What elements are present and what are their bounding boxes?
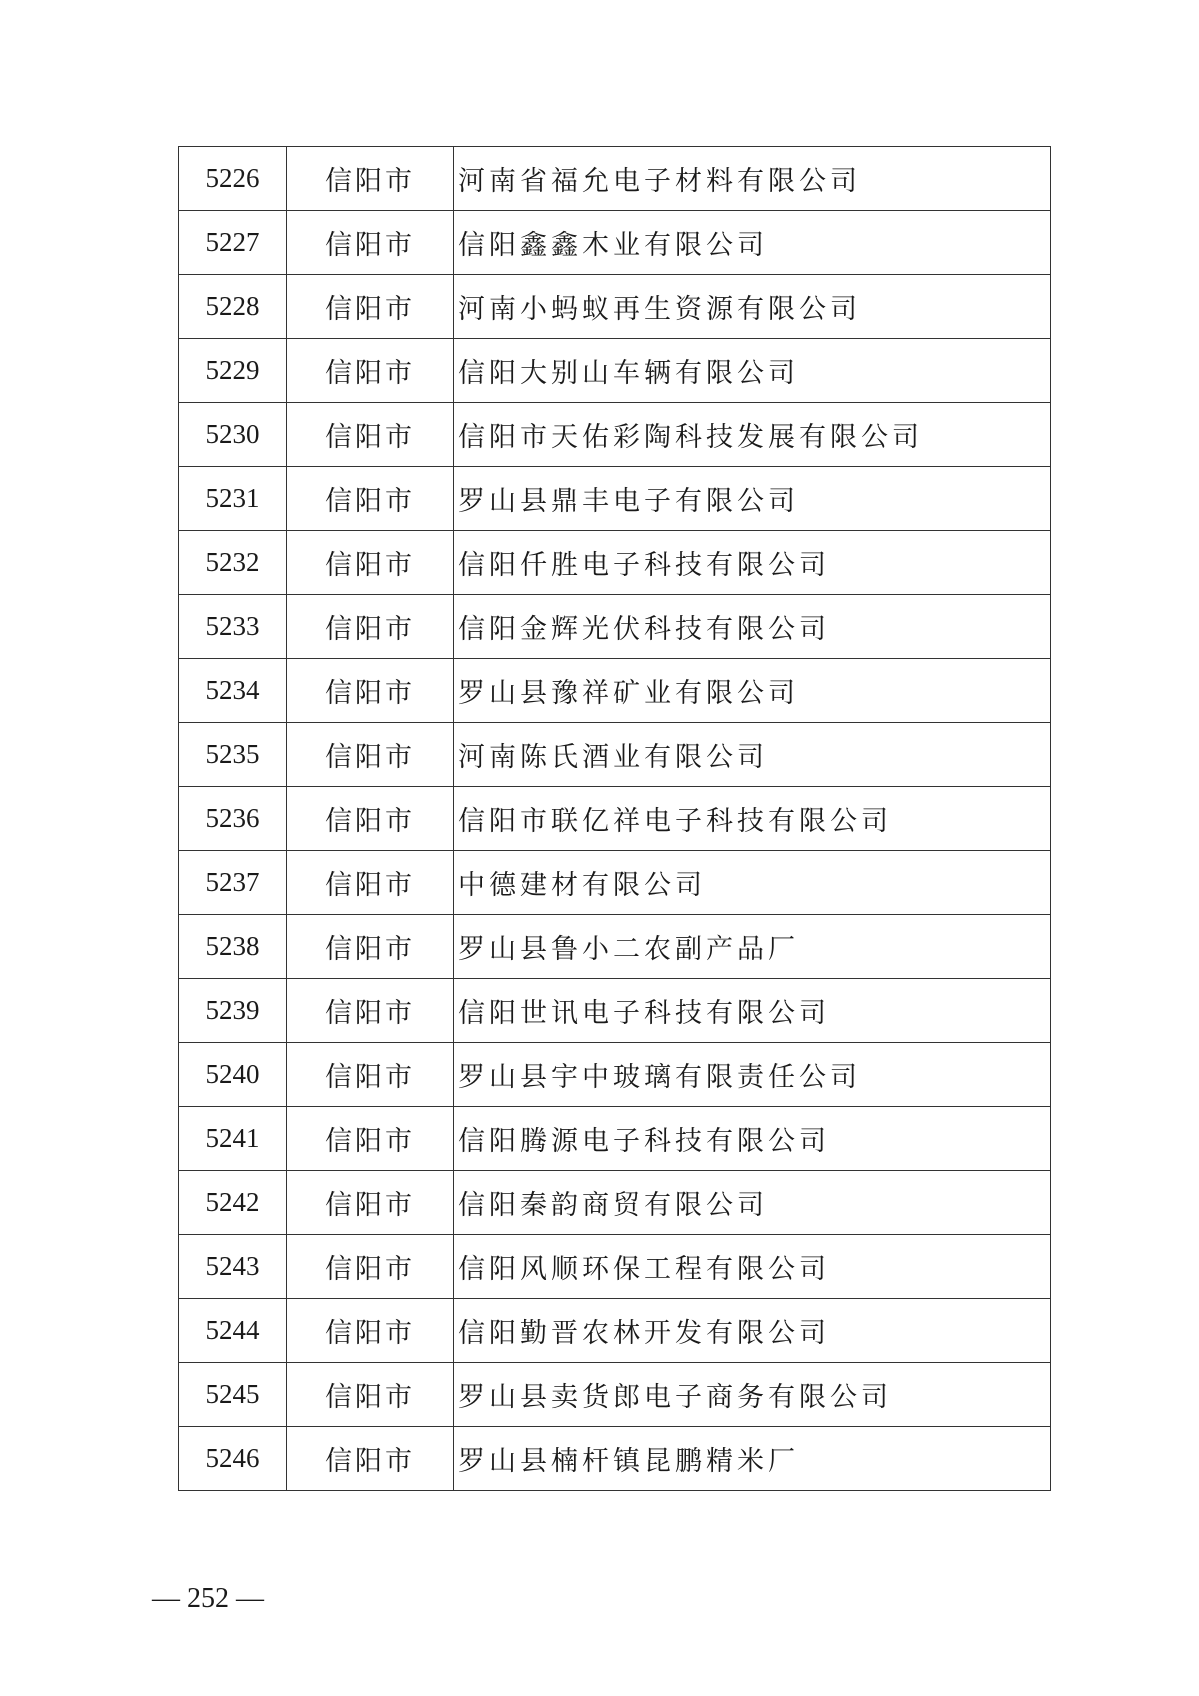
company-name-cell: 信阳勤晋农林开发有限公司 [454, 1299, 1051, 1363]
row-number-cell: 5228 [179, 275, 287, 339]
table-row [179, 147, 1051, 211]
company-name-cell: 信阳秦韵商贸有限公司 [454, 1171, 1051, 1235]
row-number-cell: 5246 [179, 1427, 287, 1491]
company-name-cell: 信阳腾源电子科技有限公司 [454, 1107, 1051, 1171]
table-row [179, 1363, 1051, 1427]
company-name-cell: 罗山县豫祥矿业有限公司 [454, 659, 1051, 723]
row-number-cell: 5232 [179, 531, 287, 595]
city-cell: 信阳市 [287, 339, 454, 403]
table-row [179, 723, 1051, 787]
row-number-cell: 5234 [179, 659, 287, 723]
company-list-table [178, 146, 1051, 1491]
company-name-cell: 罗山县卖货郎电子商务有限公司 [454, 1363, 1051, 1427]
row-number-cell: 5241 [179, 1107, 287, 1171]
table-row [179, 915, 1051, 979]
company-name-cell: 罗山县宇中玻璃有限责任公司 [454, 1043, 1051, 1107]
city-cell: 信阳市 [287, 1235, 454, 1299]
city-cell: 信阳市 [287, 1299, 454, 1363]
row-number-cell: 5238 [179, 915, 287, 979]
city-cell: 信阳市 [287, 403, 454, 467]
city-cell: 信阳市 [287, 723, 454, 787]
table-row [179, 1427, 1051, 1491]
company-name-cell: 中德建材有限公司 [454, 851, 1051, 915]
company-name-cell: 河南小蚂蚁再生资源有限公司 [454, 275, 1051, 339]
table-row [179, 467, 1051, 531]
row-number-cell: 5226 [179, 147, 287, 211]
company-name-cell: 罗山县鲁小二农副产品厂 [454, 915, 1051, 979]
table-row [179, 787, 1051, 851]
row-number-cell: 5244 [179, 1299, 287, 1363]
city-cell: 信阳市 [287, 1363, 454, 1427]
row-number-cell: 5233 [179, 595, 287, 659]
city-cell: 信阳市 [287, 979, 454, 1043]
city-cell: 信阳市 [287, 1171, 454, 1235]
table-row [179, 403, 1051, 467]
company-name-cell: 河南省福允电子材料有限公司 [454, 147, 1051, 211]
table-row [179, 659, 1051, 723]
city-cell: 信阳市 [287, 851, 454, 915]
table-row [179, 275, 1051, 339]
company-name-cell: 信阳世讯电子科技有限公司 [454, 979, 1051, 1043]
table-row [179, 531, 1051, 595]
row-number-cell: 5239 [179, 979, 287, 1043]
row-number-cell: 5235 [179, 723, 287, 787]
row-number-cell: 5231 [179, 467, 287, 531]
city-cell: 信阳市 [287, 275, 454, 339]
row-number-cell: 5230 [179, 403, 287, 467]
row-number-cell: 5242 [179, 1171, 287, 1235]
table-row [179, 851, 1051, 915]
city-cell: 信阳市 [287, 1427, 454, 1491]
table-row [179, 1299, 1051, 1363]
company-name-cell: 信阳仟胜电子科技有限公司 [454, 531, 1051, 595]
city-cell: 信阳市 [287, 915, 454, 979]
company-name-cell: 信阳鑫鑫木业有限公司 [454, 211, 1051, 275]
city-cell: 信阳市 [287, 787, 454, 851]
city-cell: 信阳市 [287, 1107, 454, 1171]
table-row [179, 1171, 1051, 1235]
company-name-cell: 罗山县鼎丰电子有限公司 [454, 467, 1051, 531]
row-number-cell: 5243 [179, 1235, 287, 1299]
row-number-cell: 5240 [179, 1043, 287, 1107]
company-name-cell: 河南陈氏酒业有限公司 [454, 723, 1051, 787]
row-number-cell: 5245 [179, 1363, 287, 1427]
table-row [179, 1043, 1051, 1107]
table-body [179, 147, 1051, 1491]
city-cell: 信阳市 [287, 147, 454, 211]
row-number-cell: 5229 [179, 339, 287, 403]
table-row [179, 1107, 1051, 1171]
page-number: — 252 — [152, 1583, 264, 1614]
table-row [179, 211, 1051, 275]
city-cell: 信阳市 [287, 1043, 454, 1107]
city-cell: 信阳市 [287, 211, 454, 275]
row-number-cell: 5236 [179, 787, 287, 851]
city-cell: 信阳市 [287, 531, 454, 595]
table-row [179, 339, 1051, 403]
company-name-cell: 信阳风顺环保工程有限公司 [454, 1235, 1051, 1299]
company-name-cell: 罗山县楠杆镇昆鹏精米厂 [454, 1427, 1051, 1491]
table-row [179, 979, 1051, 1043]
row-number-cell: 5237 [179, 851, 287, 915]
company-name-cell: 信阳市天佑彩陶科技发展有限公司 [454, 403, 1051, 467]
company-name-cell: 信阳金辉光伏科技有限公司 [454, 595, 1051, 659]
table-row [179, 1235, 1051, 1299]
city-cell: 信阳市 [287, 467, 454, 531]
company-name-cell: 信阳市联亿祥电子科技有限公司 [454, 787, 1051, 851]
company-name-cell: 信阳大别山车辆有限公司 [454, 339, 1051, 403]
city-cell: 信阳市 [287, 659, 454, 723]
row-number-cell: 5227 [179, 211, 287, 275]
city-cell: 信阳市 [287, 595, 454, 659]
table-row [179, 595, 1051, 659]
